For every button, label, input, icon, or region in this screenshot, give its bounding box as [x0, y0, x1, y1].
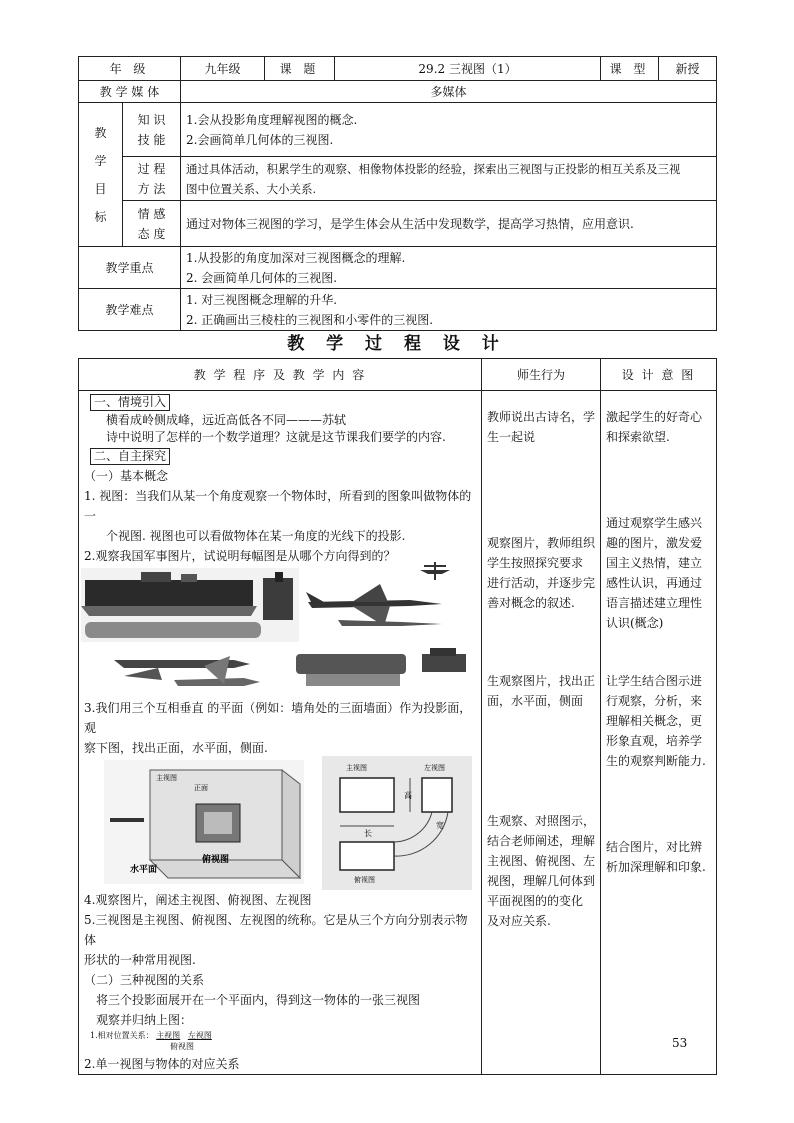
grade-label: 年 级 — [79, 57, 181, 81]
fig-main-label: 主视图 — [156, 774, 177, 782]
process-content — [79, 391, 482, 1075]
relative-position — [84, 1030, 476, 1041]
fig-high: 高 — [404, 791, 412, 800]
fig-horizontal-label: 水平面 — [130, 865, 158, 875]
three-view-layout-figure — [322, 756, 472, 890]
type-label: 课 型 — [601, 57, 659, 81]
question-three-planes-cont: 察下图，找出正面，水平面，侧面. — [84, 741, 268, 755]
fig-top-label: 俯视图 — [202, 855, 230, 865]
process-heading: 教 学 过 程 设 计 — [287, 334, 507, 354]
position-left: 左视图 — [187, 1031, 212, 1040]
goal-label-line: 技 能 — [137, 132, 166, 147]
goal-process — [181, 157, 717, 201]
goal-knowledge — [181, 103, 717, 157]
fig-front-label: 正面 — [194, 784, 208, 792]
fig-layout-left: 左视图 — [424, 764, 445, 772]
goal-process-label — [123, 157, 181, 201]
projection-figures — [84, 758, 476, 890]
process-intents — [601, 391, 717, 1075]
difficult-point-line: 1. 对三视图概念理解的升华. — [186, 292, 338, 307]
single-view: 2.单一视图与物体的对应关系 — [84, 1057, 240, 1071]
grade-value: 九年级 — [181, 57, 265, 81]
process-actions — [482, 391, 601, 1075]
item-4: 4.观察图片，阐述主视图、俯视图、左视图 — [84, 893, 312, 907]
fig-layout-top: 俯视图 — [354, 876, 375, 884]
topic-label: 课 题 — [265, 57, 335, 81]
type-value: 新授 — [659, 57, 717, 81]
goal-emotion-label — [123, 201, 181, 247]
item-5-cont: 形状的一种常用视图. — [84, 953, 196, 967]
difficult-points-label: 教学难点 — [79, 289, 181, 331]
intent-2: 通过观察学生感兴 趣的图片，激发爱 国主义热情，建立 感性认识，再通过 语言描述建立理性 认识(概念) — [606, 516, 703, 630]
header-content: 教 学 程 序 及 教 学 内 容 — [79, 359, 482, 391]
goal-label-line: 态 度 — [137, 226, 166, 241]
goal-label-line: 过 程 — [137, 161, 166, 176]
intent-1: 激起学生的好奇心 和探索欲望. — [606, 410, 703, 444]
fig-long: 长 — [364, 829, 372, 838]
goal-line: 2.会画简单几何体的三视图. — [186, 132, 334, 147]
poem-question: 诗中说明了怎样的一个数学道理？这就是这节课我们要学的内容. — [106, 430, 446, 444]
goals-label-char: 目 — [94, 181, 107, 196]
goal-knowledge-label — [123, 103, 181, 157]
goals-label-char: 学 — [94, 153, 107, 168]
action-3: 生观察图片，找出正 面，水平面，侧面 — [487, 674, 596, 708]
section-explore: 二、自主探究 — [90, 448, 170, 465]
item-5: 5.三视图是主视图、俯视图、左视图的统称。它是从三个方向分别表示物体 — [84, 913, 468, 947]
sub-basic-concepts: （一）基本概念 — [84, 469, 169, 483]
fig-wide: 宽 — [436, 821, 444, 830]
header-intent: 设 计 意 图 — [601, 359, 717, 391]
question-three-planes: 3.我们用三个互相垂直 的平面（例如：墙角处的三面墙面）作为投影面，观 — [84, 701, 472, 735]
goal-line: 图中位置关系、大小关系. — [186, 181, 317, 196]
position-label: 1.相对位置关系： — [90, 1031, 154, 1040]
relation-text: 将三个投影面展开在一个平面内，得到这一物体的一张三视图 — [96, 993, 421, 1007]
goal-label-line: 方 法 — [137, 181, 166, 196]
difficult-point-line: 2. 正确画出三棱柱的三视图和小零件的三视图. — [186, 312, 434, 327]
goal-label-line: 知 识 — [137, 112, 166, 127]
fighter-jet-image — [302, 560, 452, 638]
intent-3: 让学生结合图示进 行观察，分析，来 理解相关概念，更 形象直观，培养学 生的观察判断能力. — [606, 674, 706, 768]
goal-line: 通过具体活动，积累学生的观察、相像物体投影的经验，探索出三视图与正投影的相互关系及三视 — [186, 161, 681, 176]
header-action: 师生行为 — [482, 359, 601, 391]
difficult-points — [181, 289, 717, 331]
key-point-line: 1.从投影的角度加深对三视图概念的理解. — [186, 250, 406, 265]
warship-image — [81, 568, 299, 642]
media-label: 教 学 媒 体 — [79, 81, 181, 103]
military-images — [84, 566, 476, 698]
definition-view: 1. 视图：当我们从某一个角度观察一个物体时，所看到的图象叫做物体的一 — [84, 489, 472, 523]
lesson-info-table — [78, 56, 717, 331]
question-military: 2.观察我国军事图片，试说明每幅图是从哪个方向得到的？ — [84, 549, 396, 563]
intent-4: 结合图片，对比辨 析加深理解和印象. — [606, 840, 706, 874]
key-points-label: 教学重点 — [79, 247, 181, 289]
goal-label-line: 情 感 — [137, 206, 166, 221]
page-number: 53 — [672, 1036, 688, 1050]
action-2: 观察图片，教师组织 学生按照探究要求 进行活动，并逐步完 善对概念的叙述. — [487, 536, 596, 610]
sub-relations: （二）三种视图的关系 — [84, 973, 205, 987]
projection-box-figure — [104, 760, 304, 884]
goal-line: 1.会从投影角度理解视图的概念. — [186, 112, 358, 127]
key-points — [181, 247, 717, 289]
goal-emotion: 通过对物体三视图的学习，是学生体会从生活中发现数学，提高学习热情，应用意识. — [181, 201, 717, 247]
action-4: 生观察、对照图示， 结合老师阐述，理解 主视图、俯视图、左 视图，理解几何体到 平面视图的的变化 及对应关系. — [487, 814, 596, 928]
section-intro: 一、情境引入 — [90, 394, 170, 411]
goals-label-char: 标 — [94, 209, 107, 224]
media-value: 多媒体 — [181, 81, 717, 103]
position-top: 俯视图 — [170, 1042, 194, 1051]
topic-value: 29.2 三视图（1） — [335, 57, 601, 81]
definition-view-cont: 个视图. 视图也可以看做物体在某一角度的光线下的投影. — [106, 529, 406, 543]
teaching-process-table — [78, 358, 717, 1075]
fighter-tank-images — [84, 646, 479, 696]
action-1: 教师说出古诗名，学 生一起说 — [487, 410, 596, 444]
fig-layout-main: 主视图 — [346, 764, 367, 772]
goals-label-char: 教 — [94, 125, 107, 140]
position-main: 主视图 — [156, 1031, 181, 1040]
observe-text: 观察并归纳上图： — [96, 1013, 193, 1027]
goals-label — [79, 103, 123, 247]
key-point-line: 2. 会画简单几何体的三视图. — [186, 270, 338, 285]
poem: 横看成岭侧成峰，远近高低各不同———苏轼 — [106, 413, 347, 427]
